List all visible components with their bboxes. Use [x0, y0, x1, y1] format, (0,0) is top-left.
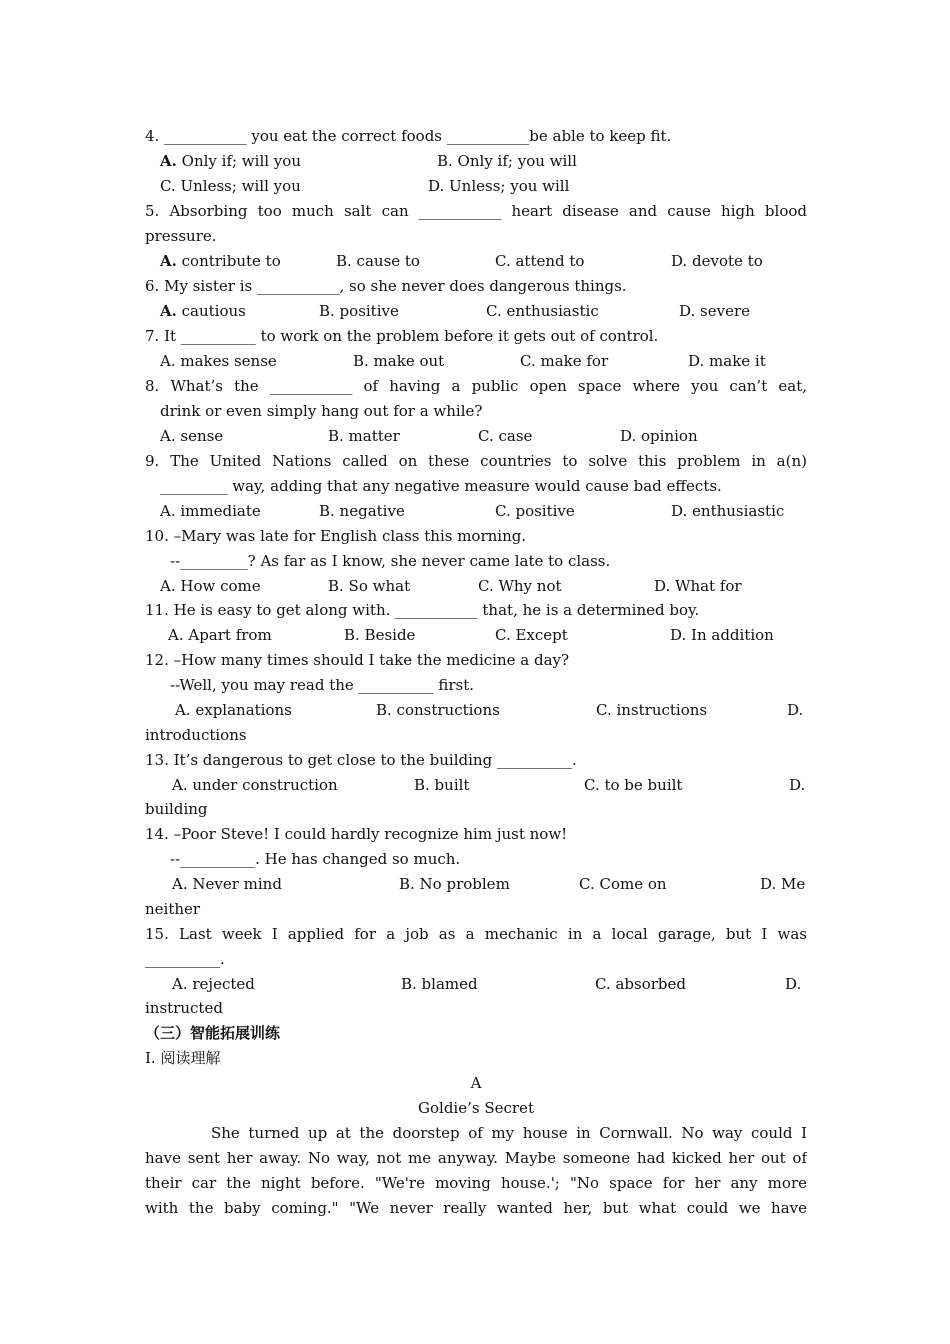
question-12-option-a: A. explanations: [175, 701, 292, 719]
question-7-option-a: A. makes sense: [160, 352, 277, 370]
question-10-option-b: B. So what: [328, 577, 411, 595]
question-15-stem-line-2: __________.: [145, 950, 225, 968]
question-11-option-d: D. In addition: [670, 626, 774, 644]
question-14-option-b: B. No problem: [399, 875, 510, 893]
question-6-option-c: C. enthusiastic: [486, 302, 599, 320]
question-7-option-b: B. make out: [353, 352, 445, 370]
question-8-options: [160, 424, 807, 449]
question-9-options: [160, 499, 807, 524]
question-15-option-b: B. blamed: [401, 975, 478, 993]
question-6-options: [160, 299, 807, 324]
question-11-option-b: B. Beside: [344, 626, 416, 644]
passage-line-2: have sent her away. No way, not me anyway. Maybe someone had kicked her out of: [145, 1149, 807, 1167]
question-12-option-d: D.: [787, 701, 804, 719]
question-11-option-c: C. Except: [495, 626, 568, 644]
question-15-stem-line-1: 15. Last week I applied for a job as a mechanic in a local garage, but I was: [145, 925, 807, 943]
question-4-options-row-2: [160, 174, 807, 199]
question-13-stem-line-1: 13. It’s dangerous to get close to the building __________.: [145, 751, 577, 769]
question-4-option-a: A. Only if; will you: [160, 152, 301, 170]
question-5-option-c: C. attend to: [495, 252, 585, 270]
section-heading: （三）智能拓展训练: [145, 1024, 281, 1042]
question-8-stem-line-2: drink or even simply hang out for a while?: [160, 402, 483, 420]
question-5-stem-line-2: pressure.: [145, 227, 217, 245]
passage-line-4: with the baby coming." "We never really wanted her, but what could we have: [145, 1199, 807, 1217]
question-11-options: [168, 623, 807, 648]
question-4-option-c: C. Unless; will you: [160, 177, 301, 195]
passage-line-3: their car the night before. "We're moving house.'; "No space for her any more: [145, 1174, 807, 1192]
question-11-option-a: A. Apart from: [168, 626, 272, 644]
question-15-options: [172, 972, 807, 997]
passage-title: Goldie’s Secret: [418, 1099, 534, 1117]
question-13-option-c: C. to be built: [584, 776, 683, 794]
question-13-option-b: B. built: [414, 776, 470, 794]
question-6-stem-line-1: 6. My sister is ___________, so she never does dangerous things.: [145, 277, 627, 295]
question-10-option-d: D. What for: [654, 577, 742, 595]
question-7-option-c: C. make for: [520, 352, 609, 370]
question-6-option-b: B. positive: [319, 302, 399, 320]
question-9-option-c: C. positive: [495, 502, 575, 520]
question-15-option-d-continued: instructed: [145, 999, 223, 1017]
passage-letter: A: [470, 1074, 482, 1092]
question-15-option-c: C. absorbed: [595, 975, 687, 993]
question-11-stem-line-1: 11. He is easy to get along with. ___________ that, he is a determined boy.: [145, 601, 700, 619]
question-8-option-a: A. sense: [160, 427, 224, 445]
question-7-options: [160, 349, 807, 374]
question-12-option-c: C. instructions: [596, 701, 708, 719]
question-6-option-d: D. severe: [679, 302, 751, 320]
question-10-option-a: A. How come: [160, 577, 261, 595]
question-4-option-d: D. Unless; you will: [428, 177, 570, 195]
question-13-option-a: A. under construction: [172, 776, 338, 794]
question-14-stem-line-2: --__________. He has changed so much.: [170, 850, 461, 868]
question-7-option-d: D. make it: [688, 352, 766, 370]
question-14-options: [172, 872, 807, 897]
question-7-stem-line-1: 7. It __________ to work on the problem before it gets out of control.: [145, 327, 659, 345]
question-8-option-c: C. case: [478, 427, 533, 445]
question-13-options: [172, 773, 807, 798]
question-13-option-d-continued: building: [145, 800, 208, 818]
question-9-stem-line-2: _________ way, adding that any negative measure would cause bad effects.: [160, 477, 722, 495]
question-12-options: [175, 698, 807, 723]
question-6-option-a: A. cautious: [160, 302, 246, 320]
question-4-options-row-1: [160, 149, 807, 174]
question-14-option-d-continued: neither: [145, 900, 201, 918]
question-9-option-b: B. negative: [319, 502, 405, 520]
question-12-stem-line-2: --Well, you may read the __________ first.: [170, 676, 474, 694]
question-4-stem-line-1: 4. ___________ you eat the correct foods ___________be able to keep fit.: [145, 127, 672, 145]
question-8-option-d: D. opinion: [620, 427, 698, 445]
question-15-option-a: A. rejected: [172, 975, 255, 993]
question-8-stem-line-1: 8. What’s the ___________ of having a public open space where you can’t eat,: [145, 377, 807, 395]
question-12-option-d-continued: introductions: [145, 726, 247, 744]
question-14-option-d: D. Me: [760, 875, 806, 893]
passage-line-1: She turned up at the doorstep of my house in Cornwall. No way could I: [211, 1124, 807, 1142]
question-10-stem-line-1: 10. –Mary was late for English class this morning.: [145, 527, 527, 545]
question-14-stem-line-1: 14. –Poor Steve! I could hardly recognize him just now!: [145, 825, 568, 843]
question-13-option-d: D.: [789, 776, 806, 794]
question-5-option-b: B. cause to: [336, 252, 420, 270]
subsection-heading: I. 阅读理解: [145, 1049, 221, 1067]
question-4-option-b: B. Only if; you will: [437, 152, 577, 170]
question-10-option-c: C. Why not: [478, 577, 562, 595]
question-5-option-d: D. devote to: [671, 252, 763, 270]
question-14-option-a: A. Never mind: [172, 875, 282, 893]
question-5-options: [160, 249, 807, 274]
question-9-option-a: A. immediate: [160, 502, 261, 520]
question-5-stem-line-1: 5. Absorbing too much salt can ___________ heart disease and cause high blood: [145, 202, 807, 220]
question-9-stem-line-1: 9. The United Nations called on these countries to solve this problem in a(n): [145, 452, 807, 470]
question-8-option-b: B. matter: [328, 427, 400, 445]
question-9-option-d: D. enthusiastic: [671, 502, 785, 520]
question-10-options: [160, 574, 807, 599]
question-15-option-d: D.: [785, 975, 802, 993]
question-10-stem-line-2: --_________? As far as I know, she never came late to class.: [170, 552, 611, 570]
question-14-option-c: C. Come on: [579, 875, 667, 893]
question-5-option-a: A. contribute to: [160, 252, 281, 270]
question-12-option-b: B. constructions: [376, 701, 500, 719]
question-12-stem-line-1: 12. –How many times should I take the medicine a day?: [145, 651, 570, 669]
